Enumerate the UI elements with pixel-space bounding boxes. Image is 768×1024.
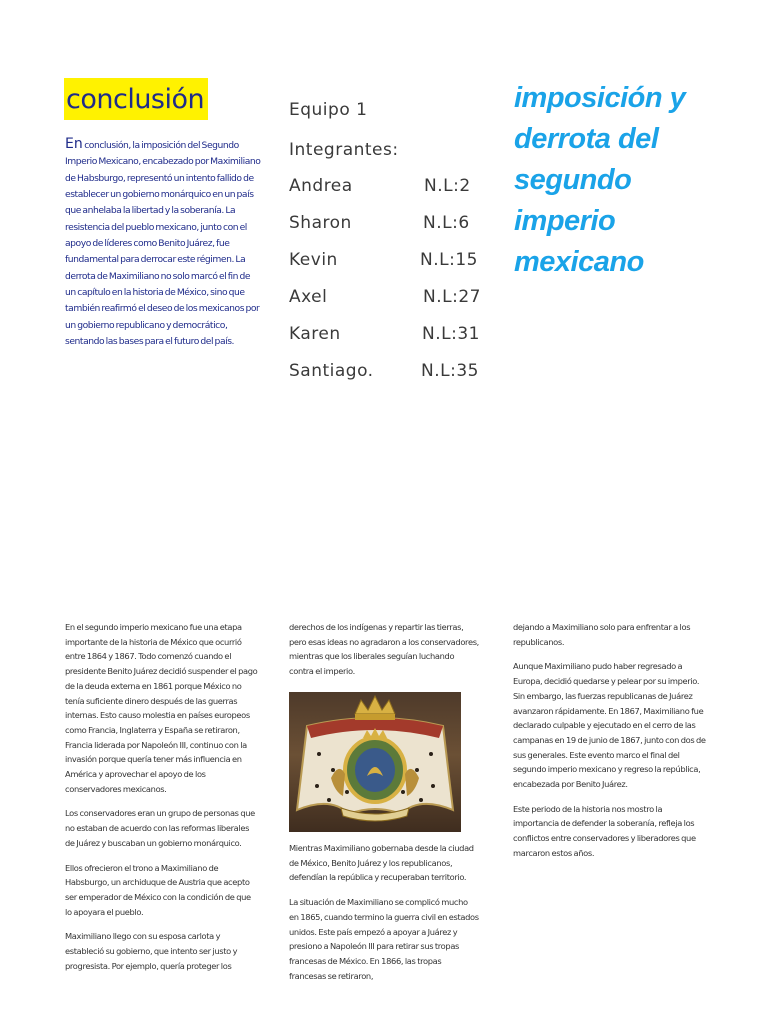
member-number: N.L:35 xyxy=(421,361,479,381)
paragraph: Mientras Maximiliano gobernaba desde la ciudad de México, Benito Juárez y los republicanos, defendían la república y recuperaban territorio. xyxy=(289,843,474,883)
team-member-row xyxy=(289,213,489,250)
conclusion-title: conclusión xyxy=(64,78,208,120)
team-title: Equipo 1 xyxy=(289,100,368,120)
member-name: Andrea xyxy=(289,176,353,196)
headline-line: segundo xyxy=(514,164,632,196)
headline xyxy=(514,78,754,283)
member-number: N.L:15 xyxy=(420,250,478,270)
paragraph: Maximiliano llego con su esposa carlota y estableció su gobierno, que intento ser justo y progresista. Por ejemplo, quería proteger los xyxy=(65,931,238,971)
conclusion-paragraph xyxy=(65,136,261,350)
headline-line: mexicano xyxy=(514,246,644,278)
headline-line: imposición y xyxy=(514,82,686,114)
team-member-list xyxy=(289,176,489,398)
conclusion-lead-word: En xyxy=(65,136,83,152)
imperial-coat-of-arms-image xyxy=(289,692,461,832)
member-name: Kevin xyxy=(289,250,338,270)
team-members-heading: Integrantes: xyxy=(289,140,399,160)
team-member-row xyxy=(289,361,489,398)
article-column-3 xyxy=(513,620,707,871)
member-name: Axel xyxy=(289,287,328,307)
article-column-1 xyxy=(65,620,259,983)
member-name: Karen xyxy=(289,324,341,344)
paragraph: dejando a Maximiliano solo para enfrentar a los republicanos. xyxy=(513,622,691,647)
team-member-row xyxy=(289,176,489,213)
team-member-row xyxy=(289,324,489,361)
paragraph: Aunque Maximiliano pudo haber regresado a Europa, decidió quedarse y pelear por su imperio. Sin embargo, las fuerzas republicanas de Juárez avanzaron rápidamente. En 1867, Maximiliano fue declarado culpable y ejecutado en el cerro de las campanas en 19 de junio de 1867, junto con dos de sus generales. Este evento marco el final del segundo imperio mexicano y regreso la república, encabezada por Benito Juárez. xyxy=(513,661,706,790)
paragraph: Ellos ofrecieron el trono a Maximiliano de Habsburgo, un archiduque de Austria que acepto ser emperador de México con la condición de que lo apoyara el pueblo. xyxy=(65,862,251,917)
headline-line: derrota del xyxy=(514,123,659,155)
paragraph: Los conservadores eran un grupo de personas que no estaban de acuerdo con las reformas liberales de Juárez y buscaban un gobierno monárquico. xyxy=(65,808,255,848)
member-number: N.L:31 xyxy=(422,324,480,344)
member-number: N.L:27 xyxy=(423,287,481,307)
conclusion-text: conclusión, la imposición del Segundo Imperio Mexicano, encabezado por Maximiliano de Habsburgo, representó un intento fallido de establecer un gobierno monárquico en un país que anhelaba la libertad y la soberanía. La resistencia del pueblo mexicano, junto con el apoyo de líderes como Benito Juárez, fue fundamental para derrocar este régimen. La derrota de Maximiliano no solo marcó el fin de un capítulo en la historia de México, sino que también reafirmó el deseo de los mexicanos por un gobierno republicano y democrático, sentando las bases para el futuro del país. xyxy=(65,140,261,348)
member-number: N.L:6 xyxy=(423,213,470,233)
member-number: N.L:2 xyxy=(424,176,471,196)
imperial-coat-of-arms-icon xyxy=(289,692,461,832)
paragraph: En el segundo imperio mexicano fue una etapa importante de la historia de México que ocurrió entre 1864 y 1867. Todo comenzó cuando el presidente Benito Juárez decidió suspender el pago de la deuda externa en 1861 porque México no tenía suficiente dinero después de las guerras internas. Esto causo molestia en países europeos como Francia, Inglaterra y España se retiraron, Francia liderada por Napoleón III, continuo con la invasión porque quería tener más influencia en América y aprovechar el apoyo de los conservadores mexicanos. xyxy=(65,622,258,794)
member-name: Sharon xyxy=(289,213,352,233)
paragraph: derechos de los indígenas y repartir las tierras, pero esas ideas no agradaron a los conservadores, mientras que los liberales seguían luchando contra el imperio. xyxy=(289,622,479,677)
article-column-2-top xyxy=(289,620,479,689)
team-member-row xyxy=(289,287,489,324)
team-member-row xyxy=(289,250,489,287)
headline-line: imperio xyxy=(514,205,616,237)
member-name: Santiago. xyxy=(289,361,374,381)
paragraph: La situación de Maximiliano se complicó mucho en 1865, cuando termino la guerra civil en estados unidos. Este país empezó a apoyar a Juárez y presiono a Napoleón III para retirar sus tropas francesas de México. En 1866, las tropas francesas se retiraron, xyxy=(289,897,479,981)
paragraph: Este periodo de la historia nos mostro la importancia de defender la soberanía, refleja los conflictos entre conservadores y liberadores que marcaron estos años. xyxy=(513,803,696,858)
article-column-2-bottom xyxy=(289,841,479,993)
